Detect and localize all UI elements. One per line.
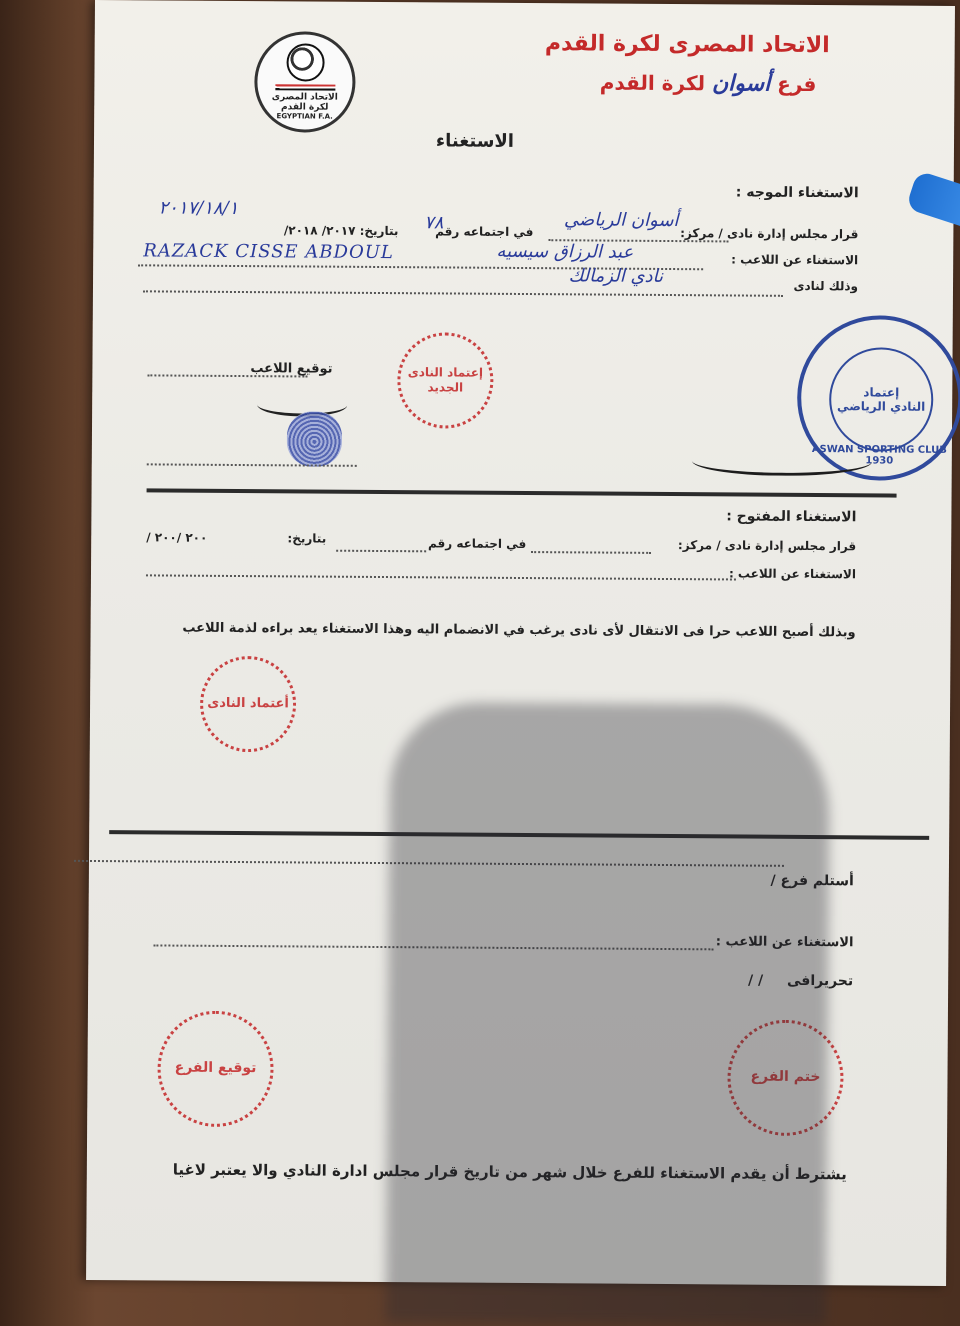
open-decision-label: قرار مجلس إدارة نادى / مركز: (677, 538, 857, 554)
player-handwritten-ar: عبد الرزاق سيسيه (496, 240, 634, 263)
directed-player-label: الاستغناء عن اللاعب : (731, 252, 859, 268)
logo-text-mid: لكرة القدم (281, 102, 329, 113)
written-date: / / (748, 972, 764, 989)
club-handwritten: أسوان الرياضي (563, 209, 679, 232)
document-title: الاستغناء (435, 130, 515, 152)
date-handwritten: ٢٠١٧/١٨/١ (158, 197, 239, 220)
written-label: تحريرافى (786, 972, 854, 990)
logo-text-bottom: EGYPTIAN F.A. (276, 112, 333, 121)
player-signature-label: توقيع اللاعب (250, 361, 333, 377)
efa-logo (254, 31, 356, 133)
branch-suffix: لكرة القدم (599, 70, 706, 96)
to-club-label: وذلك لنادى (793, 278, 859, 294)
branch-line (600, 70, 817, 98)
open-statement: وبذلك أصبح اللاعب حرا فى الانتقال لأى نادى يرغب في الانضمام اليه وهذا الاستغناء يعد براءه لذمة اللاعب (182, 620, 856, 641)
club-stamp-center (829, 347, 934, 452)
club-approval-stamp: أعتماد النادى (200, 656, 297, 753)
logo-text-top: الاتحاد المصرى (271, 92, 338, 103)
footer-condition: يشترط أن يقدم الاستغناء للفرع خلال شهر من تاريخ قرار مجلس ادارة النادي والا يعتبر لاغيا (172, 1160, 847, 1184)
new-club-approval-stamp: إعتماد النادى الجديد (397, 332, 494, 429)
document-page (86, 0, 955, 1286)
open-heading: الاستغناء المفتوح : (726, 508, 857, 526)
fingerprint (287, 411, 342, 466)
club-official-signature (692, 446, 872, 476)
branch-signature-stamp: توقيع الفرع (157, 1010, 274, 1127)
player-handwritten-en: RAZACK CISSE ABDOUL (143, 240, 394, 264)
receipt-player-label: الاستغناء عن اللاعب : (715, 934, 854, 951)
federation-name: الاتحاد المصرى لكرة القدم (544, 31, 830, 59)
directed-date-label: بتاريخ: ٢٠١٧/ ٢٠١٨/ (283, 223, 399, 239)
branch-handwritten: أسوان (711, 70, 771, 97)
egypt-flag-icon (275, 84, 335, 90)
section-divider-1 (147, 488, 897, 497)
open-date-blank: ٢٠٠ /٢٠٠ / (146, 530, 208, 545)
phone-shadow (386, 702, 830, 1325)
open-date-label: بتاريخ: (287, 531, 327, 546)
directed-meeting-label: في اجتماعه رقم (435, 224, 534, 240)
branch-prefix: فرع (777, 71, 817, 97)
received-label: أستلم فرع / (770, 872, 854, 890)
meeting-no-handwritten: ٧٨ (424, 212, 444, 234)
directed-decision-label: قرار مجلس إدارة نادى / مركز: (680, 226, 859, 242)
club-stamp-line1: إعتماد (863, 385, 900, 400)
to-club-handwritten: نادي الزمالك (568, 265, 664, 287)
open-player-label: الاستغناء عن اللاعب : (728, 566, 857, 582)
directed-heading: الاستغناء الموجه : (735, 184, 859, 202)
branch-seal-stamp: ختم الفرع (727, 1019, 844, 1136)
club-stamp-line2: النادي الرياضي (837, 399, 926, 414)
open-meeting-label: في اجتماعه رقم (427, 536, 527, 552)
club-stamp-ring: ASWAN SPORTING CLUB 1930 (811, 444, 947, 467)
football-icon (286, 43, 324, 81)
